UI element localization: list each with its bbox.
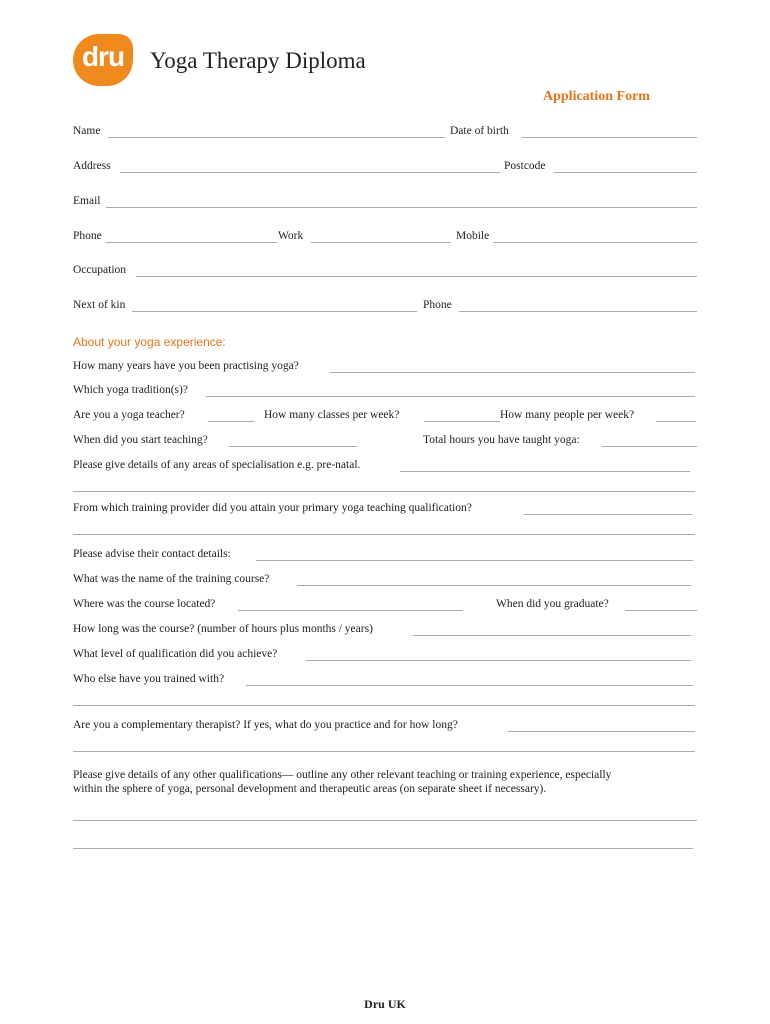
course-name-label: What was the name of the training course? [73,573,270,585]
provider-field-2[interactable] [73,534,695,535]
other-qualifications-text [73,768,703,796]
hours-label: Total hours you have taught yoga: [423,434,580,446]
level-label: What level of qualification did you achieve? [73,648,278,660]
teacher-label: Are you a yoga teacher? [73,409,185,421]
mobile-field[interactable] [493,242,697,243]
other-quals-line-1: Please give details of any other qualifications— outline any other relevant teaching or training experience, especially [73,769,612,781]
years-field[interactable] [330,372,695,373]
course-name-field[interactable] [297,585,691,586]
therapist-field-2[interactable] [73,751,695,752]
specialisation-field-2[interactable] [73,491,695,492]
email-field[interactable] [106,207,697,208]
kin-phone-field[interactable] [459,311,697,312]
postcode-label: Postcode [504,160,546,172]
name-label: Name [73,125,101,137]
email-label: Email [73,195,101,207]
teacher-field[interactable] [208,421,254,422]
name-field[interactable] [108,137,445,138]
start-field[interactable] [229,446,357,447]
trained-with-field-2[interactable] [73,705,695,706]
other-quals-field-2[interactable] [73,848,693,849]
occupation-label: Occupation [73,264,127,276]
dru-logo [73,34,133,86]
address-label: Address [73,160,111,172]
graduate-field[interactable] [625,610,697,611]
logo-text: dru [81,41,125,72]
phone-field[interactable] [106,242,277,243]
address-field[interactable] [120,172,500,173]
start-label: When did you start teaching? [73,434,208,446]
traditions-label: Which yoga tradition(s)? [73,384,188,396]
traditions-field[interactable] [206,396,695,397]
mobile-label: Mobile [456,230,490,242]
next-of-kin-label: Next of kin [73,299,126,311]
therapist-field[interactable] [508,731,695,732]
contact-label: Please advise their contact details: [73,548,231,560]
contact-field[interactable] [256,560,693,561]
provider-label: From which training provider did you attain your primary yoga teaching qualification? [73,502,472,514]
work-field[interactable] [311,242,451,243]
graduate-label: When did you graduate? [496,598,609,610]
people-label: How many people per week? [500,409,635,421]
therapist-label: Are you a complementary therapist? If yes, what do you practice and for how long? [73,719,458,731]
dob-label: Date of birth [450,125,509,137]
other-quals-line-2: within the sphere of yoga, personal development and therapeutic areas (on separate sheet if necessary). [73,783,547,795]
classes-label: How many classes per week? [264,409,400,421]
classes-field[interactable] [424,421,500,422]
other-quals-field-1[interactable] [73,820,697,821]
hours-field[interactable] [602,446,697,447]
experience-heading: About your yoga experience: [73,335,226,349]
page-title: Yoga Therapy Diploma [150,48,366,73]
years-label: How many years have you been practising yoga? [73,360,299,372]
occupation-field[interactable] [136,276,697,277]
trained-with-label: Who else have you trained with? [73,673,225,685]
specialisation-field[interactable] [400,471,690,472]
location-field[interactable] [238,610,463,611]
dob-field[interactable] [522,137,697,138]
form-subtitle: Application Form [543,89,650,104]
duration-label: How long was the course? (number of hours plus months / years) [73,623,373,635]
work-label: Work [278,230,304,242]
provider-field[interactable] [524,514,692,515]
kin-phone-label: Phone [423,299,452,311]
duration-field[interactable] [413,635,691,636]
next-of-kin-field[interactable] [132,311,417,312]
phone-label: Phone [73,230,102,242]
postcode-field[interactable] [554,172,697,173]
level-field[interactable] [306,660,691,661]
footer-org: Dru UK [364,997,406,1011]
people-field[interactable] [656,421,696,422]
trained-with-field[interactable] [246,685,693,686]
specialisation-label: Please give details of any areas of specialisation e.g. pre-natal. [73,459,361,471]
location-label: Where was the course located? [73,598,216,610]
